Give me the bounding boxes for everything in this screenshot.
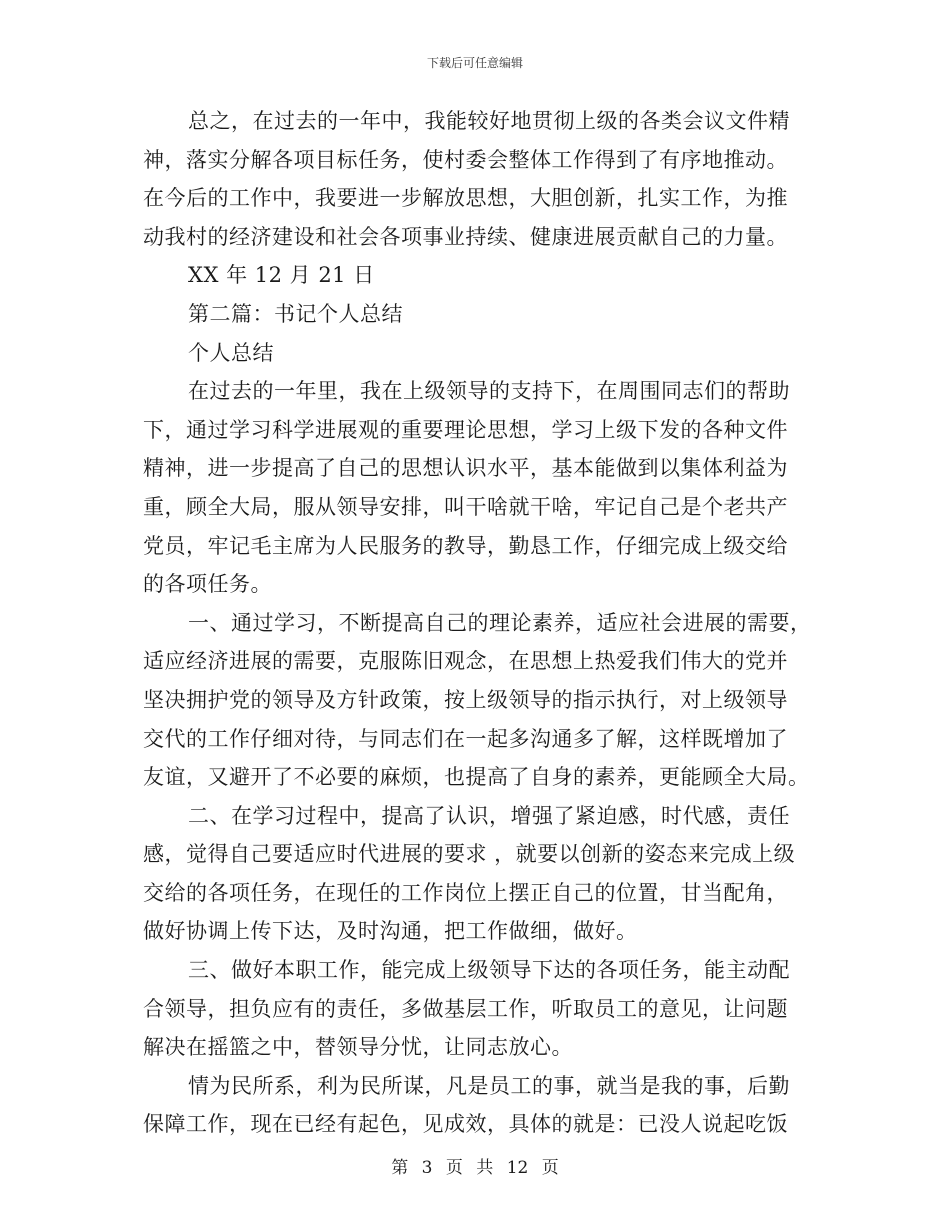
page-label-mid2: 共 [476,1158,494,1178]
paragraph-line: 在过去的一年里，我在上级领导的支持下，在周围同志们的帮助 [188,379,790,404]
paragraph-line: 坚决拥护党的领导及方针政策，按上级领导的指示执行，对上级领导 [143,687,788,712]
page-label-suffix: 页 [541,1158,559,1178]
date-line: XX 年 12 月 21 日 [188,263,375,288]
paragraph-line: 神，落实分解各项目标任务，使村委会整体工作得到了有序地推动。 [143,147,788,172]
paragraph-line: 友谊，又避开了不必要的麻烦，也提高了自身的素养，更能顾全大局。 [143,765,810,790]
paragraph-line: 总之，在过去的一年中，我能较好地贯彻上级的各类会议文件精 [188,109,790,133]
page-total: 12 [506,1158,529,1178]
paragraph-line: 交代的工作仔细对待，与同志们在一起多沟通多了解，这样既增加了 [143,726,788,751]
document-body [143,102,813,1144]
paragraph-line: 解决在摇篮之中，替领导分忧，让同志放心。 [143,1035,573,1060]
paragraph-line: 二、在学习过程中，提高了认识，增强了紧迫感，时代感，责任 [188,803,790,828]
paragraph-line: 下，通过学习科学进展观的重要理论思想，学习上级下发的各种文件 [143,417,788,442]
paragraph-line: 做好协调上传下达，及时沟通，把工作做细，做好。 [143,919,638,944]
page-header: 下载后可任意编辑 [426,56,523,70]
subsection-title: 个人总结 [188,340,274,365]
paragraph-line: 在今后的工作中，我要进一步解放思想，大胆创新，扎实工作，为推 [143,186,788,211]
paragraph-line: 一、通过学习，不断提高自己的理论素养，适应社会进展的需要， [188,610,812,635]
paragraph-line: 重，顾全大局，服从领导安排，叫干啥就干啥，牢记自己是个老共产 [143,494,788,519]
section-title: 第二篇：书记个人总结 [188,301,403,326]
paragraph-line: 情为民所系，利为民所谋，凡是员工的事，就当是我的事，后勤 [188,1073,790,1098]
paragraph-line: 三、做好本职工作，能完成上级领导下达的各项任务，能主动配 [188,958,790,983]
paragraph-line: 适应经济进展的需要，克服陈旧观念，在思想上热爱我们伟大的党并 [143,649,788,674]
page-label-mid1: 页 [445,1158,463,1178]
paragraph-line: 保障工作，现在已经有起色，见成效，具体的就是：已没人说起吃饭 [143,1112,788,1137]
paragraph-line: 交给的各项任务，在现任的工作岗位上摆正自己的位置，甘当配角， [143,880,788,905]
page-label-prefix: 第 [391,1158,409,1178]
paragraph-line: 党员，牢记毛主席为人民服务的教导，勤恳工作，仔细完成上级交给 [143,533,788,558]
page-current: 3 [421,1158,433,1178]
paragraph-line: 动我村的经济建设和社会各项事业持续、健康进展贡献自己的力量。 [143,224,788,249]
paragraph-line: 合领导，担负应有的责任，多做基层工作，听取员工的意见，让问题 [143,996,788,1021]
paragraph-line: 的各项任务。 [143,572,272,597]
paragraph-line: 感，觉得自己要适应时代进展的要求 ，就要以创新的姿态来完成上级 [143,842,796,867]
paragraph-line: 精神，进一步提高了自己的思想认识水平，基本能做到以集体利益为 [143,456,788,481]
page-footer [0,1153,950,1178]
